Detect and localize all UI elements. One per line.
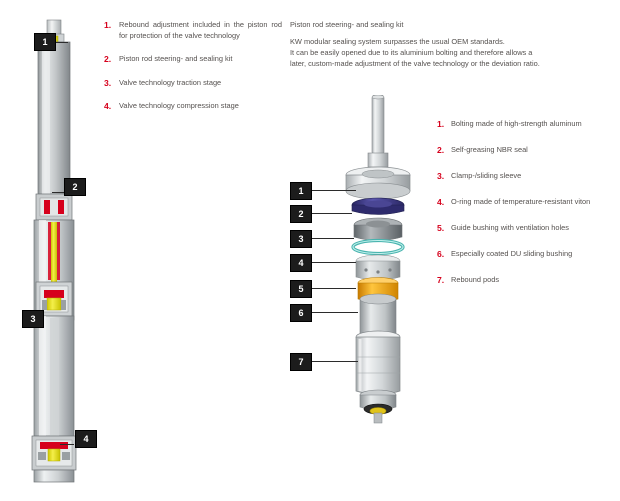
right-list-item-7 — [437, 275, 612, 286]
exploded-callout-7-label: 7 — [298, 357, 304, 367]
cutaway-leader-1 — [54, 42, 68, 43]
left-feature-list — [104, 20, 282, 125]
right-feature-list — [437, 119, 612, 301]
right-list-item-2 — [437, 145, 612, 156]
sealing-kit-line-1: KW modular sealing system surpasses the usual OEM standards. — [290, 37, 505, 46]
right-list-item-4-number: 4. — [437, 197, 445, 207]
right-list-item-7-text: Rebound pods — [451, 275, 500, 284]
cutaway-callout-3[interactable] — [22, 310, 44, 328]
left-list-item-3-number: 3. — [104, 77, 112, 88]
cutaway-callout-2[interactable] — [64, 178, 86, 196]
exploded-callout-3[interactable] — [290, 230, 312, 248]
right-list-item-2-text: Self-greasing NBR seal — [451, 145, 528, 154]
exploded-leader-6 — [310, 312, 358, 313]
right-list-item-5 — [437, 223, 612, 234]
left-list-item-4 — [104, 101, 282, 112]
exploded-callout-2[interactable] — [290, 205, 312, 223]
exploded-callout-5[interactable] — [290, 280, 312, 298]
exploded-callout-3-label: 3 — [298, 234, 304, 244]
right-list-item-6-text: Especially coated DU sliding bushing — [451, 249, 573, 258]
right-list-item-6 — [437, 249, 612, 260]
exploded-callout-5-label: 5 — [298, 284, 304, 294]
right-list-item-4-text: O-ring made of temperature-resistant viton — [451, 197, 591, 206]
damper-cutaway-illustration — [14, 12, 100, 490]
exploded-callout-4-label: 4 — [298, 258, 304, 268]
left-list-item-1-text: Rebound adjustment included in the piston rod for protection of the valve technology — [119, 20, 282, 40]
exploded-leader-3 — [310, 238, 354, 239]
left-list-item-4-text: Valve technology compression stage — [119, 101, 239, 110]
exploded-leader-4 — [310, 262, 356, 263]
exploded-callout-6-label: 6 — [298, 308, 304, 318]
right-list-item-5-number: 5. — [437, 223, 445, 233]
cutaway-callout-2-label: 2 — [72, 182, 78, 192]
right-list-item-5-text: Guide bushing with ventilation holes — [451, 223, 569, 232]
sealing-kit-line-3: later, custom-made adjustment of the valve technology or the deviation ratio. — [290, 59, 540, 68]
left-list-item-2-number: 2. — [104, 54, 112, 64]
right-list-item-3-text: Clamp-/sliding sleeve — [451, 171, 522, 180]
exploded-leader-5 — [310, 288, 356, 289]
sealing-kit-exploded-illustration — [320, 95, 440, 435]
exploded-leader-2 — [310, 213, 352, 214]
right-list-item-1 — [437, 119, 612, 130]
left-list-item-1 — [104, 20, 282, 41]
exploded-callout-6[interactable] — [290, 304, 312, 322]
right-list-item-4 — [437, 197, 612, 208]
exploded-leader-1 — [310, 190, 356, 191]
cutaway-callout-1[interactable] — [34, 33, 56, 51]
exploded-callout-4[interactable] — [290, 254, 312, 272]
right-list-item-3-number: 3. — [437, 171, 445, 181]
cutaway-callout-4-label: 4 — [83, 434, 89, 444]
left-list-item-4-number: 4. — [104, 101, 112, 111]
sealing-kit-line-2: It can be easily opened due to its aluminium bolting and therefore allows a — [290, 48, 533, 57]
exploded-callout-1[interactable] — [290, 182, 312, 200]
cutaway-leader-4 — [60, 444, 74, 445]
right-list-item-2-number: 2. — [437, 145, 445, 155]
left-list-item-2-text: Piston rod steering- and sealing kit — [119, 54, 233, 63]
cutaway-callout-4[interactable] — [75, 430, 97, 448]
right-list-item-1-text: Bolting made of high-strength aluminum — [451, 119, 582, 128]
exploded-callout-7[interactable] — [290, 353, 312, 371]
cutaway-callout-1-label: 1 — [42, 37, 48, 47]
exploded-callout-1-label: 1 — [298, 186, 304, 196]
left-list-item-1-number: 1. — [104, 20, 112, 30]
cutaway-callout-3-label: 3 — [30, 314, 36, 324]
left-list-item-3-text: Valve technology traction stage — [119, 77, 222, 87]
left-list-item-3 — [104, 78, 282, 89]
left-list-item-2 — [104, 54, 282, 65]
right-list-item-6-number: 6. — [437, 249, 445, 259]
right-list-item-1-number: 1. — [437, 119, 445, 129]
sealing-kit-title: Piston rod steering- and sealing kit — [290, 20, 404, 29]
exploded-leader-7 — [310, 361, 358, 362]
right-list-item-3 — [437, 171, 612, 182]
right-list-item-7-number: 7. — [437, 275, 445, 285]
sealing-kit-description — [290, 20, 600, 70]
exploded-callout-2-label: 2 — [298, 209, 304, 219]
